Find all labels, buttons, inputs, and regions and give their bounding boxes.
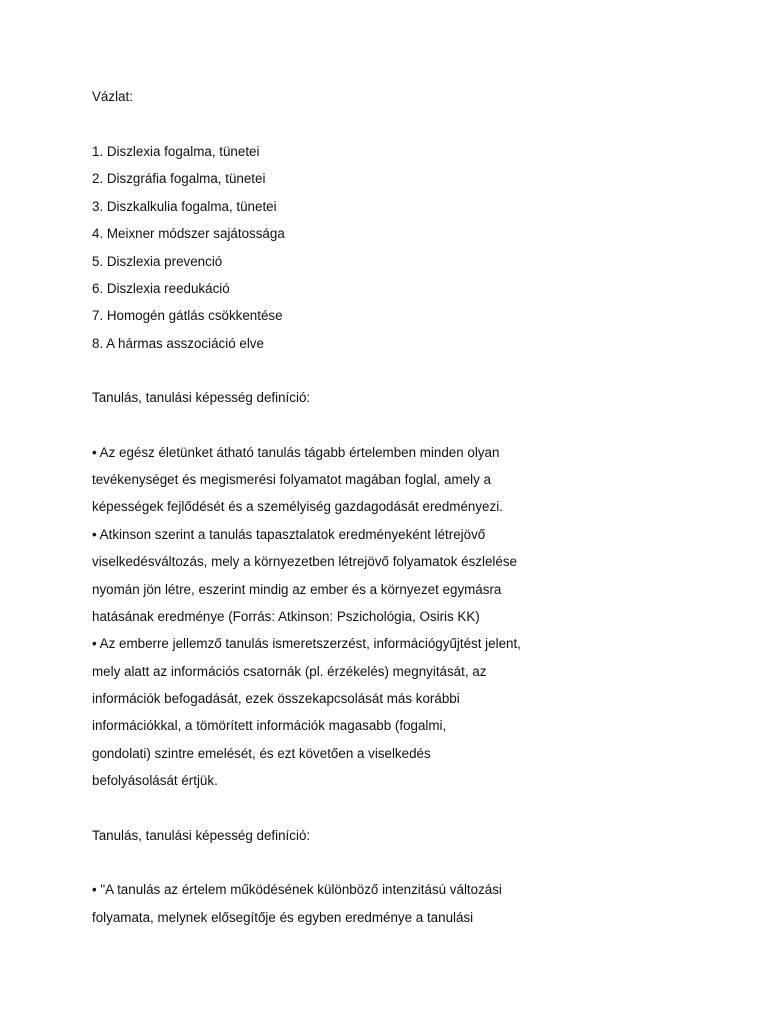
paragraph-line: nyomán jön létre, eszerint mindig az ember és a környezet egymásra xyxy=(92,582,502,597)
paragraph-line: • Atkinson szerint a tanulás tapasztalatok eredményeként létrejövő xyxy=(92,527,486,542)
paragraph-line: folyamata, melynek elősegítője és egyben eredménye a tanulási xyxy=(92,910,474,925)
outline-item: 3. Diszkalkulia fogalma, tünetei xyxy=(92,199,277,214)
paragraph-line: gondolati) szintre emelését, és ezt követően a viselkedés xyxy=(92,746,431,761)
paragraph-line: hatásának eredménye (Forrás: Atkinson: Pszichológia, Osiris KK) xyxy=(92,609,480,624)
outline-item: 4. Meixner módszer sajátossága xyxy=(92,226,285,241)
outline-item: 7. Homogén gátlás csökkentése xyxy=(92,308,283,323)
paragraph-line: • Az emberre jellemző tanulás ismeretszerzést, információgyűjtést jelent, xyxy=(92,636,521,651)
paragraph-line: befolyásolását értjük. xyxy=(92,773,218,788)
outline-item: 6. Diszlexia reedukáció xyxy=(92,281,230,296)
outline-item: 8. A hármas asszociáció elve xyxy=(92,336,264,351)
paragraph-line: • "A tanulás az értelem működésének különböző intenzitású változási xyxy=(92,882,502,897)
paragraph-line: információk befogadását, ezek összekapcsolását más korábbi xyxy=(92,691,460,706)
paragraph-line: információkkal, a tömörített információk magasabb (fogalmi, xyxy=(92,718,447,733)
outline-heading: Vázlat: xyxy=(92,89,133,104)
paragraph-line: viselkedésváltozás, mely a környezetben létrejövő folyamatok észlelése xyxy=(92,554,517,569)
paragraph-line: tevékenységet és megismerési folyamatot magában foglal, amely a xyxy=(92,472,491,487)
section-heading: Tanulás, tanulási képesség definíció: xyxy=(92,390,311,405)
paragraph-line: • Az egész életünket átható tanulás tágabb értelemben minden olyan xyxy=(92,445,500,460)
outline-item: 5. Diszlexia prevenció xyxy=(92,254,223,269)
section-heading: Tanulás, tanulási képesség definíció: xyxy=(92,828,311,843)
paragraph-line: képességek fejlődését és a személyiség gazdagodását eredményezi. xyxy=(92,499,503,514)
outline-item: 2. Diszgráfia fogalma, tünetei xyxy=(92,171,266,186)
paragraph-line: mely alatt az információs csatornák (pl. érzékelés) megnyitását, az xyxy=(92,664,487,679)
outline-item: 1. Diszlexia fogalma, tünetei xyxy=(92,144,260,159)
